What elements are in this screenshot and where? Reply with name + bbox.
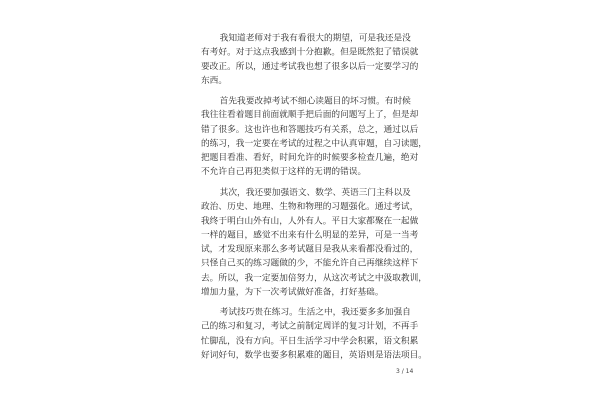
text-line: 不允许自己再犯类似于这样的无谓的错误。 xyxy=(200,166,367,177)
text-line: 考试技巧贵在练习。生活之中，我还要多多加强自 xyxy=(219,306,411,317)
text-line: 试，才发现原来那么多考试题目是我从来看都没看过的， xyxy=(200,244,419,255)
text-line: 其次，我还要加强语文、数学、英语三门主科以及 xyxy=(219,187,411,198)
paragraph-4 xyxy=(200,305,428,362)
paragraph-2 xyxy=(200,94,428,179)
text-line: 错了很多。这也许也和答题技巧有关系，总之，通过以后 xyxy=(200,123,419,135)
text-line: 一样的题目，感觉不出来有什么明显的差异，可是一当考 xyxy=(200,229,419,240)
text-line: 我知道老师对于我有看很大的期望，可是我还是没 xyxy=(219,32,411,43)
text-line: 去。所以，我一定要加倍努力，从这次考试之中汲取教训， xyxy=(200,272,428,283)
text-line: 增加力量，为下一次考试做好准备，打好基础。 xyxy=(200,286,384,297)
text-line: 好词好句，数学也要多积累难的题目，英语则是语法项目。 xyxy=(200,349,428,360)
paragraph-1 xyxy=(200,31,419,88)
text-line: 政治、历史、地理、生物和物理的习题强化。通过考试， xyxy=(200,201,419,212)
text-line: 己的练习和复习，考试之前制定周详的复习计划，不再手 xyxy=(200,321,419,332)
text-line: 只怪自己买的练习题做的少，不能允许自己再继续这样下 xyxy=(200,258,419,269)
text-line: 首先我要改掉考试不细心读题目的坏习惯。有时候 xyxy=(219,95,411,106)
text-line: 有考好。对于这点我感到十分抱歉。但是既然犯了错误就 xyxy=(200,46,419,57)
text-line: 把题目看准、看好，时间允许的时候要多检查几遍，绝对 xyxy=(200,152,419,163)
text-line: 我往往看着题目前面就顺手把后面的问题写上了，但是却 xyxy=(200,109,419,120)
text-line: 忙脚乱，没有方向。平日生活学习中学会积累，语文积累 xyxy=(200,335,419,346)
paragraph-3 xyxy=(200,186,428,300)
page-number: 3 / 14 xyxy=(396,368,414,375)
text-line: 要改正。所以，通过考试我也想了很多以后一定要学习的 xyxy=(200,60,419,72)
text-line: 我终于明白山外有山，人外有人。平日大家都聚在一起做 xyxy=(200,215,419,226)
text-line: 的练习，我一定要在考试的过程之中认真审题，自习读题， xyxy=(200,138,428,149)
document-page xyxy=(200,7,428,360)
text-line: 东西。 xyxy=(200,75,228,86)
